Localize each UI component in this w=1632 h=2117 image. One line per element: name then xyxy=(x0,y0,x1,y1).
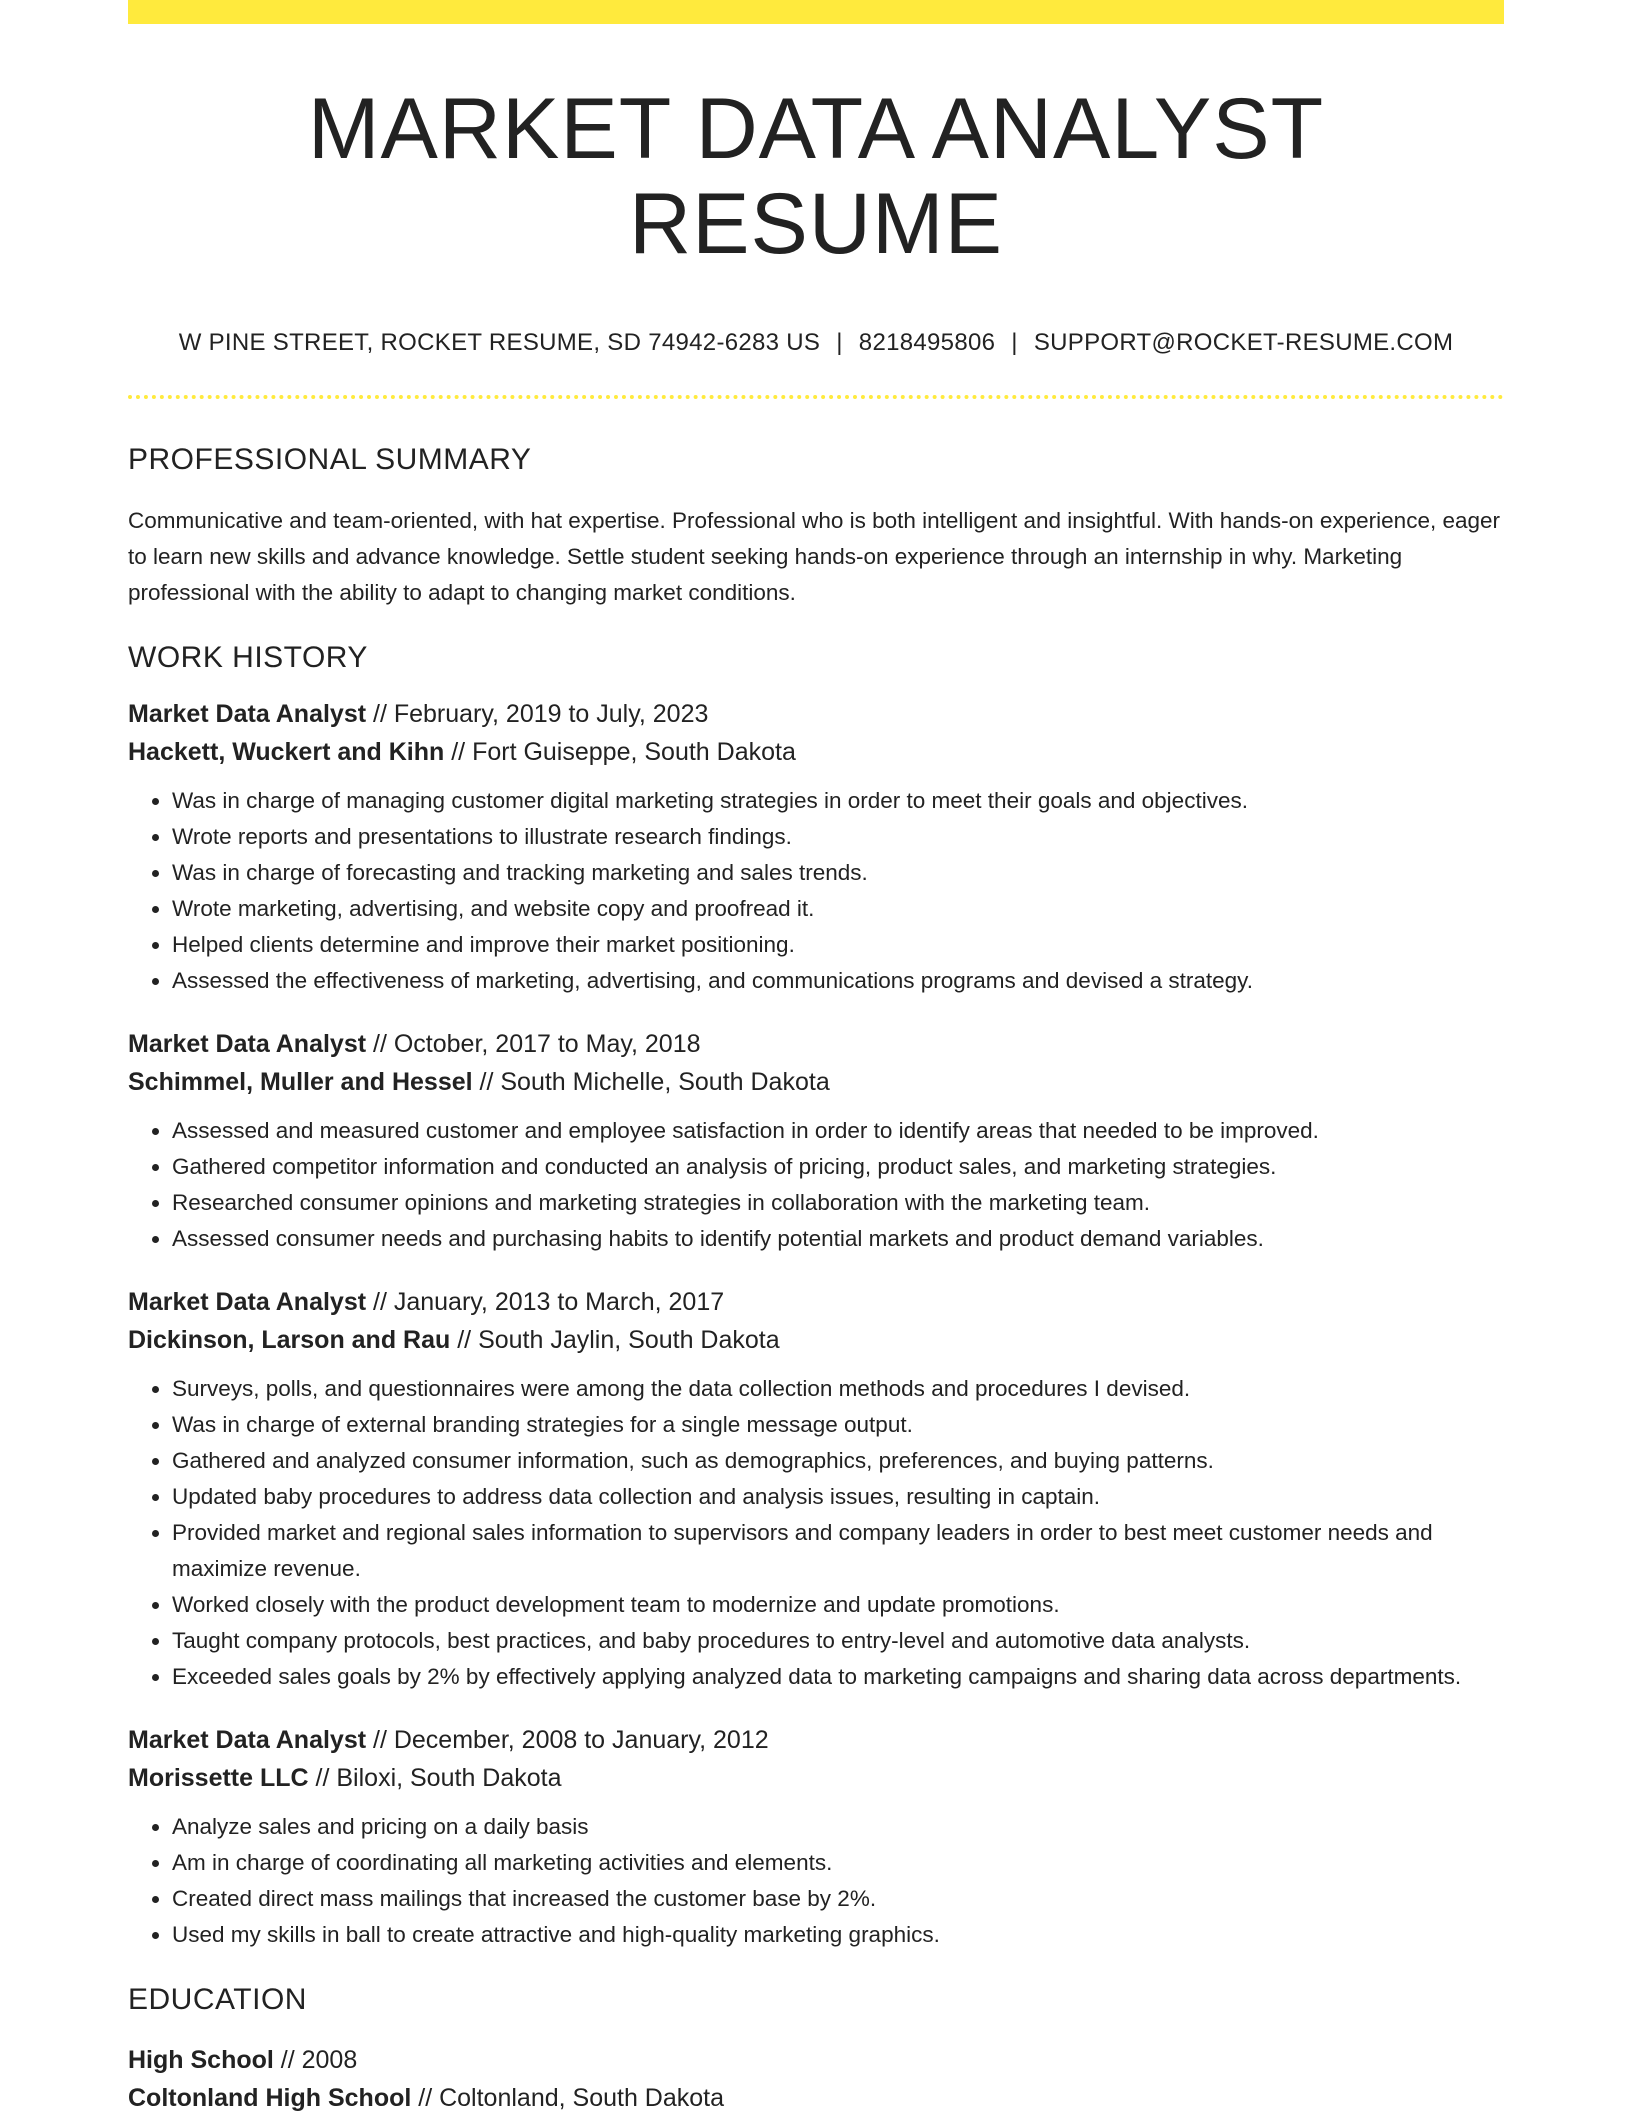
bullet-item: • Analyze sales and pricing on a daily basis xyxy=(172,1809,1504,1845)
job-company: Dickinson, Larson and Rau xyxy=(128,1326,451,1355)
bullet-item: • Am in charge of coordinating all marketing activities and elements. xyxy=(172,1845,1504,1881)
bullet-item: • Taught company protocols, best practices, and baby procedures to entry-level and automotive data analysts. xyxy=(172,1623,1504,1659)
education-degree-line xyxy=(128,2041,1504,2079)
education-year: // 2008 xyxy=(273,2046,358,2075)
education-degree: High School xyxy=(128,2046,274,2075)
job-title-line xyxy=(128,1025,1504,1063)
bullet-item: • Gathered competitor information and conducted an analysis of pricing, product sales, and marketing strategies. xyxy=(172,1149,1504,1185)
job-dates: // January, 2013 to March, 2017 xyxy=(366,1288,725,1317)
job-company: Schimmel, Muller and Hessel xyxy=(128,1068,473,1097)
job-title: Market Data Analyst xyxy=(128,1726,367,1755)
bullet-item: • Assessed consumer needs and purchasing habits to identify potential markets and product demand variables. xyxy=(172,1221,1504,1257)
summary-heading: PROFESSIONAL SUMMARY xyxy=(128,443,532,477)
education-entry xyxy=(128,2041,1504,2117)
contact-separator: | xyxy=(1011,329,1018,357)
job-bullets xyxy=(128,783,1504,999)
job-title-line xyxy=(128,1721,1504,1759)
job-company: Hackett, Wuckert and Kihn xyxy=(128,738,445,767)
bullet-item: • Exceeded sales goals by 2% by effectively applying analyzed data to marketing campaigns and sharing data across departments. xyxy=(172,1659,1504,1695)
contact-email: SUPPORT@ROCKET-RESUME.COM xyxy=(1033,329,1454,357)
resume-page xyxy=(128,0,1504,2117)
job-bullets xyxy=(128,1113,1504,1257)
job-bullets xyxy=(128,1371,1504,1695)
job-dates: // February, 2019 to July, 2023 xyxy=(366,700,709,729)
job-entry xyxy=(128,1283,1504,1695)
job-dates: // December, 2008 to January, 2012 xyxy=(366,1726,769,1755)
bullet-item: • Was in charge of forecasting and tracking marketing and sales trends. xyxy=(172,855,1504,891)
contact-phone: 8218495806 xyxy=(858,329,996,357)
job-company-line xyxy=(128,733,1504,771)
bullet-item: • Worked closely with the product development team to modernize and update promotions. xyxy=(172,1587,1504,1623)
job-location: // South Michelle, South Dakota xyxy=(472,1068,830,1097)
job-bullets xyxy=(128,1809,1504,1953)
bullet-item: • Researched consumer opinions and marketing strategies in collaboration with the marketing team. xyxy=(172,1185,1504,1221)
job-company-line xyxy=(128,1759,1504,1797)
education-school-line xyxy=(128,2079,1504,2117)
bullet-item: • Was in charge of managing customer digital marketing strategies in order to meet their goals and objectives. xyxy=(172,783,1504,819)
work-history-heading: WORK HISTORY xyxy=(128,641,368,675)
bullet-item: • Assessed the effectiveness of marketing, advertising, and communications programs and devised a strategy. xyxy=(172,963,1504,999)
job-location: // Fort Guiseppe, South Dakota xyxy=(444,738,796,767)
education-location: // Coltonland, South Dakota xyxy=(411,2084,725,2113)
bullet-item: • Wrote reports and presentations to illustrate research findings. xyxy=(172,819,1504,855)
job-dates: // October, 2017 to May, 2018 xyxy=(366,1030,701,1059)
resume-title: MARKET DATA ANALYST RESUME xyxy=(307,81,1325,272)
job-company-line xyxy=(128,1063,1504,1101)
bullet-item: • Assessed and measured customer and employee satisfaction in order to identify areas that needed to be improved. xyxy=(172,1113,1504,1149)
contact-separator: | xyxy=(836,329,843,357)
dotted-divider xyxy=(128,395,1504,399)
job-title-line xyxy=(128,695,1504,733)
job-title: Market Data Analyst xyxy=(128,1288,367,1317)
bullet-item: • Was in charge of external branding strategies for a single message output. xyxy=(172,1407,1504,1443)
bullet-item: • Provided market and regional sales information to supervisors and company leaders in order to best meet customer needs and maximize revenue. xyxy=(172,1515,1504,1587)
bullet-item: • Updated baby procedures to address data collection and analysis issues, resulting in captain. xyxy=(172,1479,1504,1515)
bullet-item: • Helped clients determine and improve their market positioning. xyxy=(172,927,1504,963)
job-entry xyxy=(128,1721,1504,1953)
bullet-item: • Created direct mass mailings that increased the customer base by 2%. xyxy=(172,1881,1504,1917)
contact-line xyxy=(128,329,1504,357)
education-list xyxy=(128,2041,1504,2117)
job-entry xyxy=(128,695,1504,999)
job-location: // Biloxi, South Dakota xyxy=(308,1764,562,1793)
summary-text: Communicative and team-oriented, with hat expertise. Professional who is both intelligent and insightful. With hands-on experience, eager to learn new skills and advance knowledge. Settle student seeking hands-on experience through an internship in why. Marketing professional with the ability to adapt to changing market conditions. xyxy=(128,508,1501,606)
work-history-list xyxy=(128,695,1504,1953)
bullet-item: • Used my skills in ball to create attractive and high-quality marketing graphics. xyxy=(172,1917,1504,1953)
job-entry xyxy=(128,1025,1504,1257)
top-accent-bar xyxy=(128,0,1504,24)
education-school: Coltonland High School xyxy=(128,2084,412,2113)
job-title: Market Data Analyst xyxy=(128,1030,367,1059)
bullet-item: • Surveys, polls, and questionnaires were among the data collection methods and procedures I devised. xyxy=(172,1371,1504,1407)
job-title-line xyxy=(128,1283,1504,1321)
job-company: Morissette LLC xyxy=(128,1764,309,1793)
bullet-item: • Wrote marketing, advertising, and website copy and proofread it. xyxy=(172,891,1504,927)
education-heading: EDUCATION xyxy=(128,1983,307,2017)
contact-address: W PINE STREET, ROCKET RESUME, SD 74942-6283 US xyxy=(178,329,821,357)
job-title: Market Data Analyst xyxy=(128,700,367,729)
job-company-line xyxy=(128,1321,1504,1359)
bullet-item: • Gathered and analyzed consumer information, such as demographics, preferences, and buying patterns. xyxy=(172,1443,1504,1479)
job-location: // South Jaylin, South Dakota xyxy=(450,1326,780,1355)
